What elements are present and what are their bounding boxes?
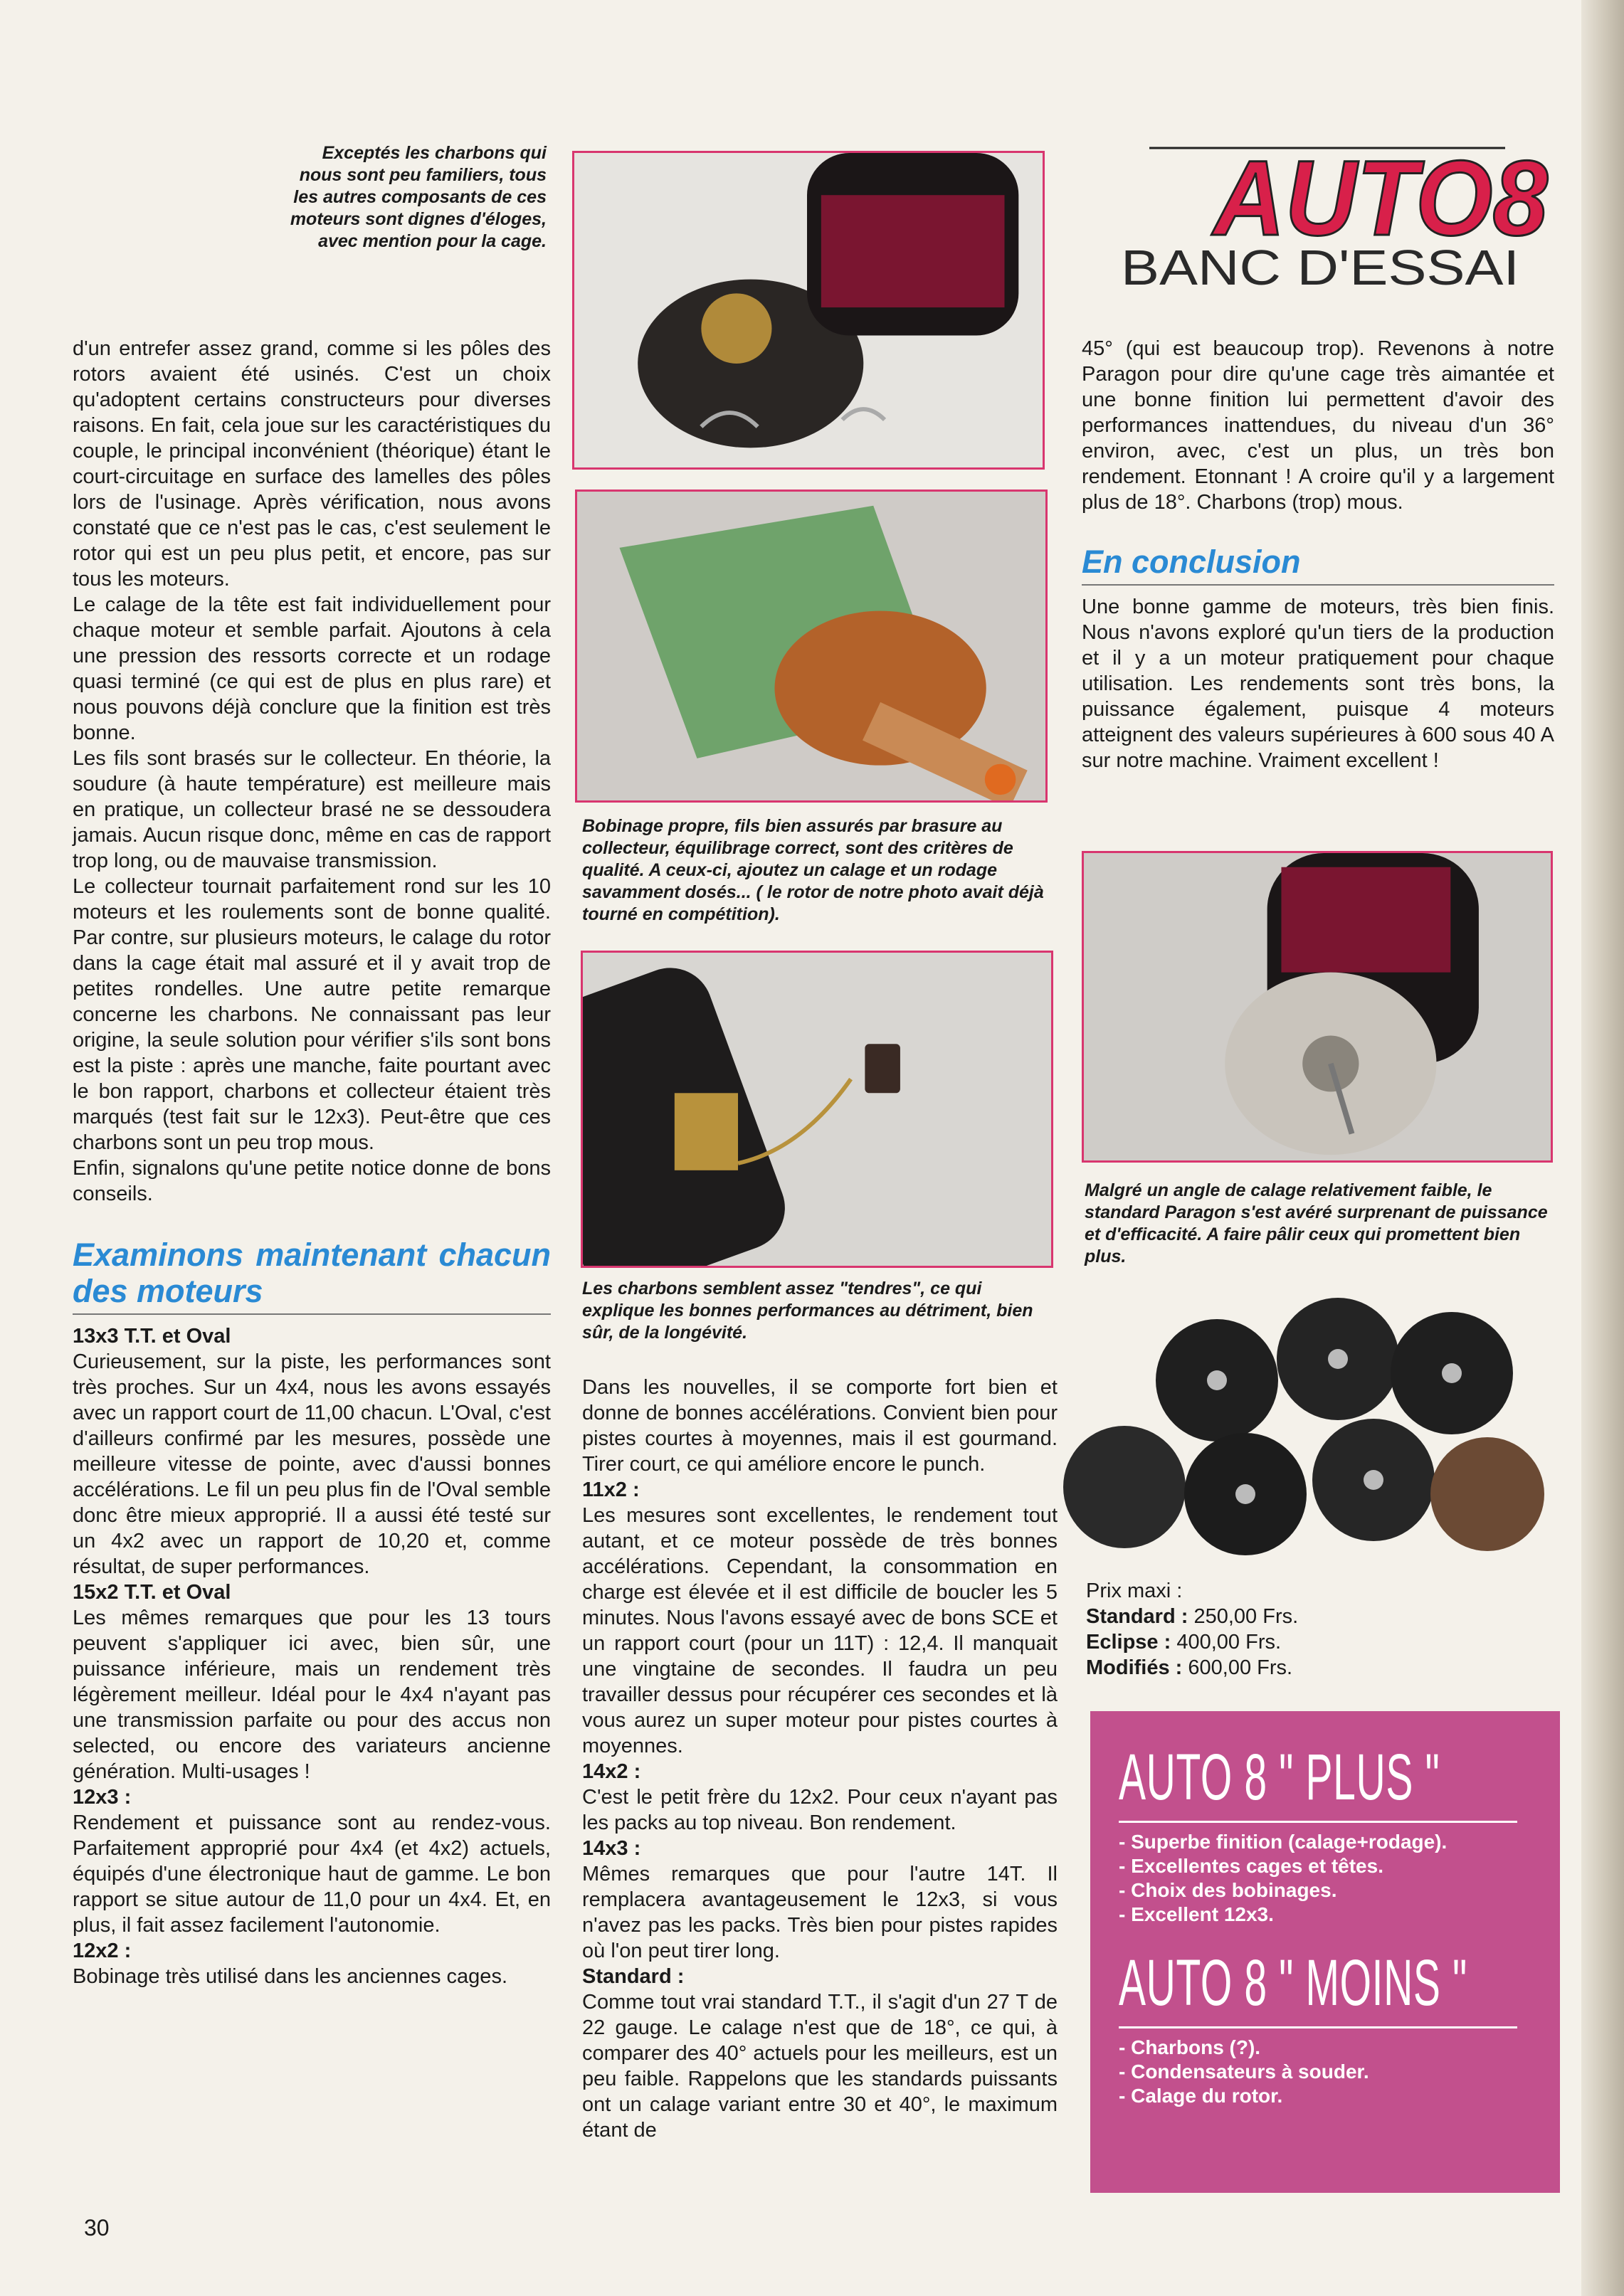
caption-text: Malgré un angle de calage relativement faible, le standard Paragon s'est avéré surprenant de puissance et d'efficacité. A faire pâlir ceux qui promettent bien plus. — [1085, 1180, 1548, 1266]
paragraph: Enfin, signalons qu'une petite notice donne de bons conseils. — [73, 1157, 551, 1205]
motor-text: Curieusement, sur la piste, les performances sont très proches. Sur un 4x4, nous les avons essayés avec un rapport court de 11,00 chacun. L'Oval, c'est d'ailleurs confirmé par les mesures, possède une meilleure vitesse de pointe, avec d'aussi bonnes accélérations. Le fil un peu plus fin de l'Oval semble donc être mieux approprié. Il a aussi été testé sur un 4x2 avec un rapport de 10,20 et, comme résultat, de super performances. — [73, 1350, 551, 1578]
motor-text: Rendement et puissance sont au rendez-vous. Parfaitement approprié pour 4x4 (et 4x2) actuels, équipés d'une électronique haut de gamme. Le bon rapport se situe autour de 11,0 pour un 4x4. Et, en plus, il fait assez facilement l'autonomie. — [73, 1811, 551, 1937]
list-item: - Excellent 12x3. — [1119, 1903, 1274, 1925]
price-row — [1086, 1629, 1298, 1655]
auto8-logo — [1107, 142, 1562, 299]
list-item: - Condensateurs à souder. — [1119, 2060, 1369, 2083]
price-label: Eclipse : — [1086, 1631, 1171, 1654]
photo-motor-parts — [572, 151, 1045, 470]
section-title: Examinons maintenant chacun des moteurs — [73, 1237, 551, 1309]
logo-brand: AUTO8 — [1211, 142, 1549, 258]
page-number: 30 — [84, 2215, 110, 2241]
caption-top-left — [285, 142, 547, 253]
paragraph: Le calage de la tête est fait individuellement pour chaque moteur et semble parfait. Ajoutons à cela une pression des ressorts correcte et un rodage quasi terminé (ce qui est de plus en plus rare) et nous pouvons déjà conclure que la finition est très bonne. — [73, 593, 551, 744]
paragraph: Les fils sont brasés sur le collecteur. En théorie, la soudure (à haute température) est meilleure mais en pratique, un collecteur brasé ne se dessoudera jamais. Aucun risque donc, même en cas de rapport trop long, ou de mauvaise transmission. — [73, 747, 551, 872]
motor-text: Bobinage très utilisé dans les anciennes cages. — [73, 1965, 507, 1988]
plus-moins-box — [1090, 1711, 1560, 2193]
list-item: - Excellentes cages et têtes. — [1119, 1855, 1383, 1877]
caption-text: Bobinage propre, fils bien assurés par brasure au collecteur, équilibrage correct, sont des critères de qualité. A ceux-ci, ajoutez un calage et un rodage savamment dosés... ( le rotor de notre photo avait déjà tourné en compétition). — [582, 816, 1044, 924]
plus-list — [1119, 1830, 1543, 1927]
motor-heading: 12x3 : — [73, 1786, 132, 1809]
list-item: - Calage du rotor. — [1119, 2085, 1283, 2107]
page-spine-shadow — [1581, 0, 1624, 2296]
motor-heading: 13x3 T.T. et Oval — [73, 1325, 231, 1348]
price-title: Prix maxi : — [1086, 1580, 1183, 1602]
section-rule — [73, 1313, 551, 1315]
caption-text: Les charbons semblent assez "tendres", ce qui explique les bonnes performances au détriment, bien sûr, de la longévité. — [582, 1279, 1033, 1343]
paragraph: Dans les nouvelles, il se comporte fort bien et donne de bonnes accélérations. Convient bien pour pistes courtes à moyennes, mais il est gourmand. Tirer court, ce qui améliore encore le punch. — [582, 1376, 1058, 1476]
moins-title: AUTO 8 " MOINS " — [1119, 1947, 1467, 2019]
left-column — [73, 336, 551, 1989]
price-list — [1086, 1578, 1298, 1681]
conclusion-text: Une bonne gamme de moteurs, très bien finis. Nous n'avons exploré qu'un tiers de la production et il y a un moteur pratiquement pour chaque utilisation. Les rendements sont très bons, la puissance également, puisque 4 moteurs atteignent des valeurs supérieures à 600 sous 40 A sur notre machine. Vraiment excellent ! — [1082, 596, 1554, 772]
motor-text: Mêmes remarques que pour l'autre 14T. Il remplacera avantageusement le 12x3, si vous n'avez pas les packs. Très bien pour pistes rapides où l'on peut tirer long. — [582, 1863, 1058, 1962]
moins-list — [1119, 2036, 1543, 2108]
motor-heading: 14x2 : — [582, 1760, 641, 1783]
price-label: Standard : — [1086, 1605, 1188, 1628]
price-value: 250,00 Frs. — [1193, 1605, 1299, 1628]
caption-paragon — [1085, 1180, 1554, 1268]
photo-motor-group — [1053, 1281, 1551, 1565]
paragraph: d'un entrefer assez grand, comme si les pôles des rotors avaient été usinés. C'est un choix qu'adoptent certains constructeurs pour diverses raisons. En fait, cela joue sur les caractéristiques du couple, le principal inconvénient (théorique) étant le court-circuitage en surface des lamelles des pôles lors de l'usinage. Après vérification, nous avons constaté que ce n'est pas le cas, c'est seulement le rotor qui est un peu plus petit, et encore, pas sur tous les moteurs. — [73, 337, 551, 591]
motor-heading: 14x3 : — [582, 1837, 641, 1860]
moins-rule — [1119, 2026, 1517, 2028]
motor-heading: Standard : — [582, 1965, 685, 1988]
photo-paragon-motor — [1082, 851, 1553, 1163]
caption-bobinage — [582, 815, 1045, 926]
caption-text: Exceptés les charbons qui nous sont peu familiers, tous les autres composants de ces moteurs sont dignes d'éloges, avec mention pour la cage. — [290, 143, 547, 251]
middle-column — [582, 1375, 1058, 2143]
list-item: - Superbe finition (calage+rodage). — [1119, 1831, 1448, 1853]
price-value: 600,00 Frs. — [1188, 1656, 1293, 1679]
conclusion-title: En conclusion — [1082, 544, 1301, 580]
paragraph: 45° (qui est beaucoup trop). Revenons à notre Paragon pour dire qu'une cage très aimantée et une bonne finition lui permettent d'avoir des performances inattendues, du niveau d'un 36° environ, avec, c'est un plus, un très bon rendement. Etonnant ! A croire qu'il y a largement plus de 18°. Charbons (trop) mous. — [1082, 337, 1554, 514]
price-row — [1086, 1655, 1298, 1681]
paragraph: Le collecteur tournait parfaitement rond sur les 10 moteurs et les roulements sont de bonne qualité. Par contre, sur plusieurs moteurs, le calage du rotor dans la cage était mal assuré et il y avait trop de petites rondelles. Une autre petite remarque concerne les charbons. Ne connaissant pas leur origine, la seule solution pour vérifier s'ils sont bons est la piste : après une manche, faite pourtant avec le bon rapport, charbons et collecteur étaient très marqués (test fait sur le 12x3). Peut-être que ces charbons sont un peu trop mous. — [73, 875, 551, 1154]
motor-text: C'est le petit frère du 12x2. Pour ceux n'ayant pas les packs au top niveau. Bon rendement. — [582, 1786, 1058, 1834]
caption-charbons — [582, 1278, 1045, 1344]
price-row — [1086, 1604, 1298, 1629]
motor-heading: 11x2 : — [582, 1478, 640, 1501]
motor-text: Comme tout vrai standard T.T., il s'agit d'un 27 T de 22 gauge. Le calage n'est que de 18°, ce qui, à comparer des 40° actuels pour les meilleurs, est un peu faible. Rappelons que les standards puissants ont un calage variant entre 30 et 40°, le maximum étant de — [582, 1991, 1058, 2142]
motor-heading: 15x2 T.T. et Oval — [73, 1581, 231, 1604]
plus-rule — [1119, 1821, 1517, 1823]
photo-brushes — [581, 951, 1053, 1268]
motor-heading: 12x2 : — [73, 1940, 132, 1962]
plus-title: AUTO 8 " PLUS " — [1119, 1741, 1440, 1814]
right-column — [1082, 336, 1554, 773]
logo-subtitle: BANC D'ESSAI — [1121, 240, 1519, 295]
motor-text: Les mesures sont excellentes, le rendement tout autant, et ce moteur possède de très bonnes accélérations. Cependant, la consommation en charge est élevée et il est difficile de boucler les 5 minutes. Nous l'avons essayé avec de bons SCE et un rapport court (pour un 11T) : 12,4. Il manquait une vingtaine de secondes. Il faudra un peu travailler dessus pour récupérer ces secondes et là vous aurez un super moteur pour pistes courtes à moyennes. — [582, 1504, 1058, 1757]
photo-rotor — [575, 490, 1048, 803]
price-value: 400,00 Frs. — [1176, 1631, 1282, 1654]
motor-text: Les mêmes remarques que pour les 13 tours peuvent s'appliquer ici avec, bien sûr, une puissance inférieure, mais un rendement très légèrement meilleur. Idéal pour le 4x4 n'ayant pas une transmission parfaite ou pour des accus non selected, ou encore des variateurs ancienne génération. Multi-usages ! — [73, 1607, 551, 1783]
list-item: - Charbons (?). — [1119, 2036, 1261, 2058]
list-item: - Choix des bobinages. — [1119, 1879, 1337, 1901]
price-label: Modifiés : — [1086, 1656, 1183, 1679]
conclusion-rule — [1082, 584, 1554, 586]
